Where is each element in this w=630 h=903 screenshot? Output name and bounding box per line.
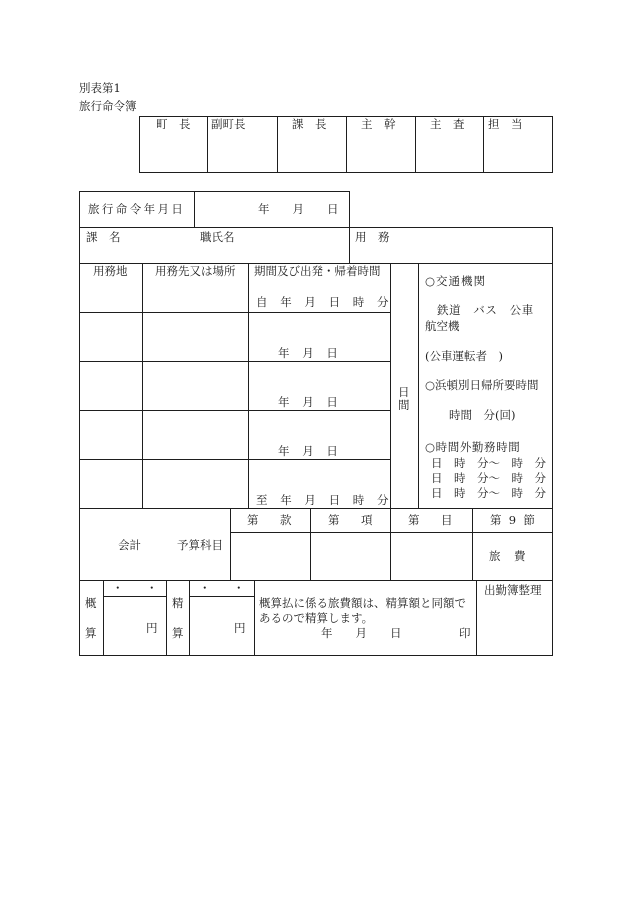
estimate-label-cell bbox=[79, 580, 104, 656]
itinerary-period-cell bbox=[248, 361, 391, 411]
stamp-header-mayor: 町 長 bbox=[156, 117, 191, 131]
stamp-cell-deputy-mayor bbox=[207, 116, 278, 173]
budget-setsu-header: 第 9 節 bbox=[490, 513, 537, 527]
itinerary-destination-header-cell bbox=[79, 263, 143, 313]
budget-label-cell bbox=[79, 508, 231, 581]
overtime-line: 日 時 分～ 時 分 bbox=[431, 456, 546, 470]
estimate-yen-unit: 円 bbox=[146, 621, 158, 635]
itinerary-period-cell bbox=[248, 312, 391, 362]
attendance-record-cell bbox=[476, 580, 553, 656]
final-yen-unit: 円 bbox=[234, 621, 246, 635]
stamp-cell-chief-clerk bbox=[415, 116, 484, 173]
days-label-span: 間 bbox=[398, 398, 410, 412]
budget-item-label: 予算科目 bbox=[177, 538, 223, 552]
itinerary-destination-cell bbox=[79, 312, 143, 362]
purpose-label: 用 務 bbox=[355, 230, 390, 244]
final-label-char-1: 精 bbox=[172, 596, 184, 610]
final-date: ・ ・ bbox=[199, 581, 250, 595]
transport-modes: 鉄道 バス 公車 bbox=[437, 303, 534, 317]
itinerary-place-cell bbox=[142, 459, 249, 509]
stamp-cell-senior-officer bbox=[346, 116, 416, 173]
itinerary-destination-cell bbox=[79, 459, 143, 509]
order-date-value-cell bbox=[194, 191, 350, 228]
account-label: 会計 bbox=[118, 538, 141, 552]
period-date: 年 月 日 bbox=[278, 444, 339, 458]
itinerary-section bbox=[79, 263, 553, 509]
final-label-cell bbox=[166, 580, 190, 656]
final-amount-cell bbox=[189, 596, 255, 656]
itinerary-place-header-cell bbox=[142, 263, 249, 313]
stamp-header-chief-clerk: 主 査 bbox=[430, 117, 465, 131]
itinerary-period-end-cell bbox=[248, 459, 391, 509]
estimate-amount-cell bbox=[103, 596, 167, 656]
estimate-date: ・ ・ bbox=[112, 581, 163, 595]
period-end: 至 年 月 日 時 分 bbox=[256, 493, 390, 507]
transport-cell bbox=[418, 263, 553, 509]
transport-heading: ○交通機関 bbox=[425, 274, 487, 288]
budget-kan-value-cell bbox=[230, 532, 311, 581]
budget-setsu-header-cell bbox=[472, 508, 553, 533]
section-staff-cell bbox=[79, 227, 350, 264]
order-date-format: 年 月 日 bbox=[258, 202, 339, 216]
form-title: 旅行命令簿 bbox=[79, 99, 137, 113]
period-header: 期間及び出発・帰着時間 bbox=[254, 264, 381, 278]
attendance-record-label: 出勤簿整理 bbox=[484, 583, 542, 597]
settlement-section bbox=[79, 580, 553, 656]
itinerary-destination-cell bbox=[79, 361, 143, 411]
itinerary-place-cell bbox=[142, 410, 249, 460]
budget-moku-header-cell bbox=[390, 508, 473, 533]
day-trip-value: 時間 分(回) bbox=[449, 408, 516, 422]
settlement-note-cell bbox=[254, 580, 477, 656]
days-label-day: 日 bbox=[398, 385, 410, 399]
destination-header: 用務地 bbox=[93, 264, 128, 278]
settlement-signature-line: 年 月 日 印 bbox=[321, 626, 471, 640]
order-date-row bbox=[79, 191, 350, 228]
budget-item-value: 旅 費 bbox=[489, 549, 527, 563]
order-date-label-cell bbox=[79, 191, 195, 228]
stamp-header-section-chief: 課 長 bbox=[292, 117, 327, 131]
itinerary-place-cell bbox=[142, 312, 249, 362]
overtime-line: 日 時 分～ 時 分 bbox=[431, 486, 546, 500]
purpose-cell bbox=[349, 227, 553, 264]
overtime-heading: ○時間外勤務時間 bbox=[425, 440, 521, 454]
budget-section bbox=[79, 508, 553, 581]
budget-kou-header-cell bbox=[310, 508, 391, 533]
attachment-label: 別表第1 bbox=[79, 81, 121, 95]
stamp-cell-mayor bbox=[139, 116, 208, 173]
stamp-cell-person-in-charge bbox=[483, 116, 553, 173]
stamp-header-senior-officer: 主 幹 bbox=[361, 117, 396, 131]
period-date: 年 月 日 bbox=[278, 395, 339, 409]
budget-kou-header: 第 項 bbox=[328, 513, 378, 527]
budget-moku-value-cell bbox=[390, 532, 473, 581]
itinerary-period-cell bbox=[248, 410, 391, 460]
official-car-driver: (公車運転者 ) bbox=[425, 349, 503, 363]
approval-stamp-table bbox=[139, 116, 553, 173]
estimate-date-cell bbox=[103, 580, 167, 597]
budget-kan-header-cell bbox=[230, 508, 311, 533]
budget-kan-header: 第 款 bbox=[247, 513, 297, 527]
travel-order-table bbox=[79, 191, 553, 656]
stamp-header-deputy-mayor: 副町長 bbox=[211, 117, 246, 131]
final-label-char-2: 算 bbox=[172, 626, 184, 640]
budget-kou-value-cell bbox=[310, 532, 391, 581]
estimate-label-char-1: 概 bbox=[85, 596, 97, 610]
stamp-cell-section-chief bbox=[277, 116, 347, 173]
final-date-cell bbox=[189, 580, 255, 597]
days-cell bbox=[390, 263, 419, 509]
stamp-header-person-in-charge: 担 当 bbox=[488, 117, 523, 131]
settlement-note-line-2: あるので精算します。 bbox=[259, 611, 374, 625]
transport-modes-air: 航空機 bbox=[425, 319, 460, 333]
overtime-line: 日 時 分～ 時 分 bbox=[431, 471, 546, 485]
day-trip-heading: ○浜頓別日帰所要時間 bbox=[425, 378, 539, 392]
budget-setsu-value-cell bbox=[472, 532, 553, 581]
place-header: 用務先又は場所 bbox=[155, 264, 236, 278]
budget-moku-header: 第 目 bbox=[408, 513, 458, 527]
section-name-label: 課 名 bbox=[86, 230, 121, 244]
order-date-label: 旅行命令年月日 bbox=[88, 202, 186, 216]
settlement-note-line-1: 概算払に係る旅費額は、精算額と同額で bbox=[259, 596, 466, 610]
itinerary-place-cell bbox=[142, 361, 249, 411]
itinerary-destination-cell bbox=[79, 410, 143, 460]
staff-name-label: 職氏名 bbox=[200, 230, 235, 244]
itinerary-period-header-cell bbox=[248, 263, 391, 313]
assignment-row bbox=[79, 227, 553, 264]
period-date: 年 月 日 bbox=[278, 346, 339, 360]
estimate-label-char-2: 算 bbox=[85, 626, 97, 640]
period-start: 自 年 月 日 時 分 bbox=[256, 295, 390, 309]
